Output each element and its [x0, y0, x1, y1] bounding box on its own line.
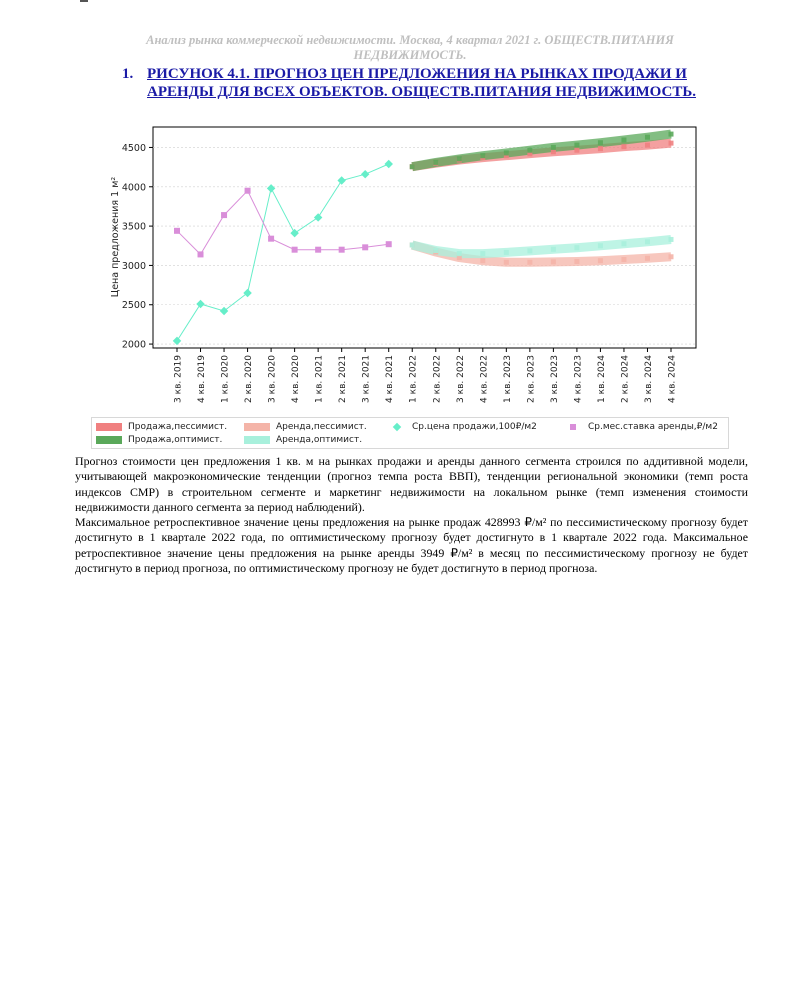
data-point — [574, 259, 579, 264]
data-point — [268, 236, 274, 242]
x-tick-label: 4 кв. 2022 — [479, 355, 490, 403]
x-tick-label: 1 кв. 2023 — [502, 355, 513, 403]
x-tick-label: 3 кв. 2023 — [549, 355, 560, 403]
x-tick-label: 4 кв. 2020 — [291, 355, 302, 403]
data-point — [480, 251, 485, 256]
data-point — [621, 241, 626, 246]
data-point — [339, 247, 345, 253]
y-tick-label: 4000 — [121, 182, 146, 194]
data-point — [574, 143, 579, 148]
x-tick-label: 3 кв. 2024 — [643, 355, 654, 403]
y-tick-label: 2500 — [121, 300, 146, 312]
data-point — [410, 242, 415, 247]
x-tick-label: 2 кв. 2020 — [244, 355, 255, 403]
legend-swatch — [96, 423, 122, 431]
data-point — [598, 146, 603, 151]
data-point — [527, 260, 532, 265]
x-tick-label: 2 кв. 2022 — [432, 355, 443, 403]
data-point — [598, 258, 603, 263]
data-point — [174, 228, 180, 234]
y-tick-label: 2000 — [121, 339, 146, 351]
legend-label: Ср.мес.ставка аренды,₽/м2 — [588, 422, 718, 432]
forecast-chart — [100, 120, 710, 415]
data-point — [245, 188, 251, 194]
square-marker-icon — [570, 424, 576, 430]
data-point — [504, 250, 509, 255]
data-point — [645, 239, 650, 244]
data-point — [645, 143, 650, 148]
x-tick-label: 2 кв. 2024 — [620, 355, 631, 403]
data-point — [292, 247, 298, 253]
data-point — [669, 132, 674, 137]
data-point — [504, 150, 509, 155]
y-tick-label: 4500 — [121, 142, 146, 154]
x-tick-label: 3 кв. 2022 — [455, 355, 466, 403]
data-point — [480, 153, 485, 158]
x-tick-label: 3 кв. 2021 — [361, 355, 372, 403]
data-point — [362, 244, 368, 250]
data-point — [198, 251, 204, 257]
legend-label: Аренда,оптимист. — [276, 435, 363, 445]
data-point — [574, 245, 579, 250]
x-tick-label: 4 кв. 2023 — [573, 355, 584, 403]
data-point — [669, 237, 674, 242]
data-point — [504, 260, 509, 265]
data-point — [645, 135, 650, 140]
legend-label: Аренда,пессимист. — [276, 422, 367, 432]
x-tick-label: 2 кв. 2023 — [526, 355, 537, 403]
x-tick-label: 1 кв. 2021 — [314, 355, 325, 403]
data-point — [457, 251, 462, 256]
data-point — [315, 247, 321, 253]
x-tick-label: 1 кв. 2020 — [220, 355, 231, 403]
data-point — [433, 160, 438, 165]
y-tick-label: 3500 — [121, 221, 146, 233]
data-point — [457, 156, 462, 161]
data-point — [386, 241, 392, 247]
data-point — [527, 248, 532, 253]
x-tick-label: 4 кв. 2021 — [385, 355, 396, 403]
data-point — [527, 148, 532, 153]
data-point — [433, 248, 438, 253]
legend-swatch — [244, 436, 270, 444]
diamond-marker-icon — [393, 423, 401, 431]
x-tick-label: 1 кв. 2022 — [408, 355, 419, 403]
x-tick-label: 2 кв. 2021 — [338, 355, 349, 403]
data-point — [598, 140, 603, 145]
data-point — [221, 212, 227, 218]
legend-swatch — [244, 423, 270, 431]
paragraph: Прогноз стоимости цен предложения 1 кв. м на рынках продажи и аренды данного сегмента строился по аддитивной модели, учитывающей макроэкономические тенденции (прогноз темпа роста ВВП), тенденции региональной экономики (темп роста индексов СМР) в строительном сегменте и маркетинг недвижимости на локальном рынке (темп изменения стоимости недвижимости данного сегмента за период наблюдений). — [75, 454, 748, 514]
data-point — [621, 257, 626, 262]
x-tick-label: 3 кв. 2019 — [173, 355, 184, 403]
data-point — [551, 259, 556, 264]
paragraph: Максимальное ретроспективное значение цены предложения на рынке продаж 428993 ₽/м² по пессимистическому прогнозу будет достигнуто в 1 квартале 2022 года, по оптимистическому прогнозу будет достигнуто в 1 квартале 2022 года. Максимальное ретроспективное значение цены предложения на рынке аренды 3949 ₽/м² в месяц по пессимистическому прогнозу не будет достигнуто в период прогноза, по оптимистическому прогнозу не будет достигнуто в период прогноза. — [75, 515, 748, 576]
data-point — [669, 141, 674, 146]
legend-label: Продажа,пессимист. — [128, 422, 228, 432]
data-point — [551, 149, 556, 154]
data-point — [645, 256, 650, 261]
data-point — [551, 247, 556, 252]
body-text — [75, 454, 748, 576]
x-tick-label: 1 кв. 2024 — [596, 355, 607, 403]
legend-label: Ср.цена продажи,100₽/м2 — [412, 422, 537, 432]
page-top-mark — [80, 0, 88, 2]
chart-legend — [91, 417, 729, 449]
data-point — [410, 164, 415, 169]
running-header: Анализ рынка коммерческой недвижимости. Москва, 4 квартал 2021 г. ОБЩЕСТВ.ПИТАНИЯ НЕДВИЖИМОСТЬ. — [146, 33, 674, 62]
y-tick-label: 3000 — [121, 260, 146, 272]
data-point — [621, 144, 626, 149]
figure-number: 1. — [122, 66, 134, 82]
x-tick-label: 4 кв. 2019 — [197, 355, 208, 403]
data-point — [598, 243, 603, 248]
data-point — [551, 145, 556, 150]
x-tick-label: 4 кв. 2024 — [667, 355, 678, 403]
data-point — [480, 258, 485, 263]
data-point — [574, 148, 579, 153]
data-point — [621, 137, 626, 142]
figure-title-link[interactable]: РИСУНОК 4.1. ПРОГНОЗ ЦЕН ПРЕДЛОЖЕНИЯ НА РЫНКАХ ПРОДАЖИ И АРЕНДЫ ДЛЯ ВСЕХ ОБЪЕКТОВ. ОБЩЕСТВ.ПИТАНИЯ НЕДВИЖИМОСТЬ. — [147, 66, 696, 100]
legend-label: Продажа,оптимист. — [128, 435, 223, 445]
x-tick-label: 3 кв. 2020 — [267, 355, 278, 403]
legend-swatch — [96, 436, 122, 444]
y-axis-label: Цена предложения 1 м² — [110, 176, 121, 298]
data-point — [669, 254, 674, 259]
